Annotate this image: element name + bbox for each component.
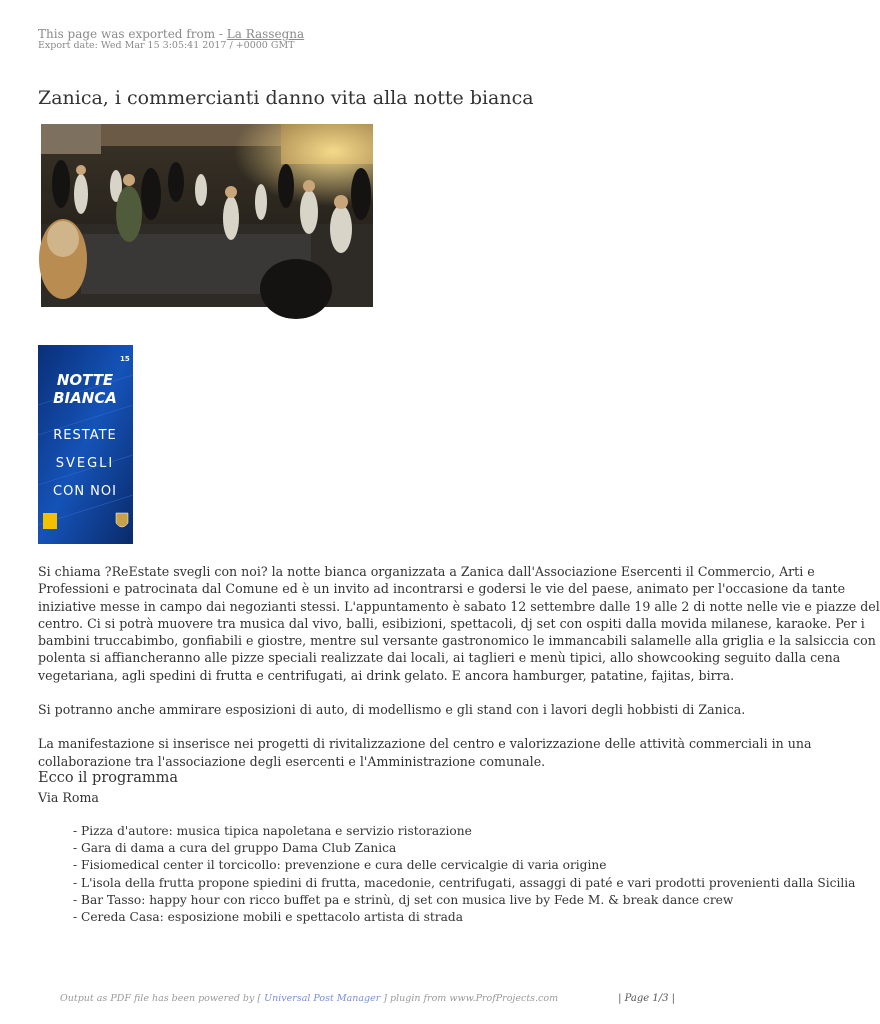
export-prefix: This page was exported from - (38, 27, 227, 41)
footer-suffix: ] plugin from www.ProfProjects.com (380, 993, 559, 1004)
footer-prefix: Output as PDF file has been powered by [ (60, 993, 265, 1004)
coat-of-arms-icon (116, 513, 128, 527)
program-item: - Fisiomedical center il torcicollo: prevenzione e cura delle cervicalgie di varia origine (73, 858, 607, 873)
text-line: La manifestazione si inserisce nei progetti di rivitalizzazione del centro e valorizzazione delle attività commerciali in una (38, 736, 812, 752)
page-number: | Page 1/3 | (618, 993, 675, 1004)
text-line: Si potranno anche ammirare esposizioni di auto, di modellismo e gli stand con i lavori degli hobbisti di Zanica. (38, 702, 746, 718)
poster-line1: NOTTE (56, 371, 114, 389)
poster-illustration (38, 345, 133, 544)
crowd-dancing-photo (41, 124, 373, 307)
program-location: Via Roma (38, 790, 99, 805)
article-body (38, 563, 880, 770)
text-line: Professioni e patrocinata dal Comune ed è un invito ad incontrarsi e godersi le vie del paese, animato per l'occasione da tante (38, 581, 846, 597)
program-item: - Gara di dama a cura del gruppo Dama Club Zanica (73, 841, 397, 856)
export-date: Export date: Wed Mar 15 3:05:41 2017 / +0000 GMT (38, 40, 295, 51)
pdf-footer (60, 993, 558, 1004)
notte-bianca-poster (38, 345, 133, 544)
text-line: vegetariana, agli spedini di frutta e centrifugati, ai drink gelato. E ancora hamburger, patatine, fajitas, birra. (38, 667, 735, 683)
export-notice (38, 27, 304, 41)
text-line: collaborazione tra l'associazione degli esercenti e l'Amministrazione comunale. (38, 753, 546, 769)
text-line: centro. Ci si potrà muovere tra musica dal vivo, balli, esibizioni, spettacoli, dj set con ospiti dalla movida milanese, karaoke. Per i (38, 615, 865, 631)
paragraph-exhibitions (38, 701, 746, 718)
poster-slogan3: CON NOI (53, 484, 117, 499)
paragraph-intro (38, 563, 880, 684)
poster-line2: BIANCA (53, 389, 117, 407)
program-item: - L'isola della frutta propone spiedini di frutta, macedonie, centrifugati, assaggi di paté e vari prodotti provenienti dalla Sicilia (73, 875, 856, 890)
text-line: Si chiama ?ReEstate svegli con noi? la notte bianca organizzata a Zanica dall'Associazione Esercenti il Commercio, Arti e (38, 564, 815, 579)
article-title: Zanica, i commercianti danno vita alla notte bianca (38, 87, 534, 109)
text-line: iniziative messe in campo dai negozianti stessi. L'appuntamento è sabato 12 settembre dalle 19 alle 2 di notte nelle vie e piazze del (38, 598, 880, 614)
program-item: - Cereda Casa: esposizione mobili e spettacolo artista di strada (73, 910, 463, 925)
program-list (73, 823, 855, 926)
text-line: polenta si affiancheranno alle pizze speciali realizzate dai locali, ai taglieri e menù tipici, allo showcooking seguito dalla cena (38, 650, 841, 666)
program-heading: Ecco il programma (38, 770, 178, 786)
paragraph-initiative (38, 735, 812, 770)
sponsor-logo (43, 513, 57, 529)
site-link[interactable]: La Rassegna (226, 27, 305, 41)
program-item: - Bar Tasso: happy hour con ricco buffet pa e strinù, dj set con musica live by Fede M. & break dance crew (73, 892, 734, 907)
plugin-link[interactable]: Universal Post Manager (264, 993, 381, 1004)
poster-slogan2: SVEGLI (55, 456, 115, 471)
program-item: - Pizza d'autore: musica tipica napoletana e servizio ristorazione (73, 824, 472, 838)
poster-badge: 15 (120, 355, 130, 363)
poster-slogan1: RESTATE (53, 428, 117, 443)
text-line: bambini truccabimbo, gonfiabili e giostre, mentre sul versante gastronomico le immancabili salamelle alla griglia e la salsiccia con (38, 633, 876, 649)
crowd-dancing-illustration (41, 124, 373, 307)
